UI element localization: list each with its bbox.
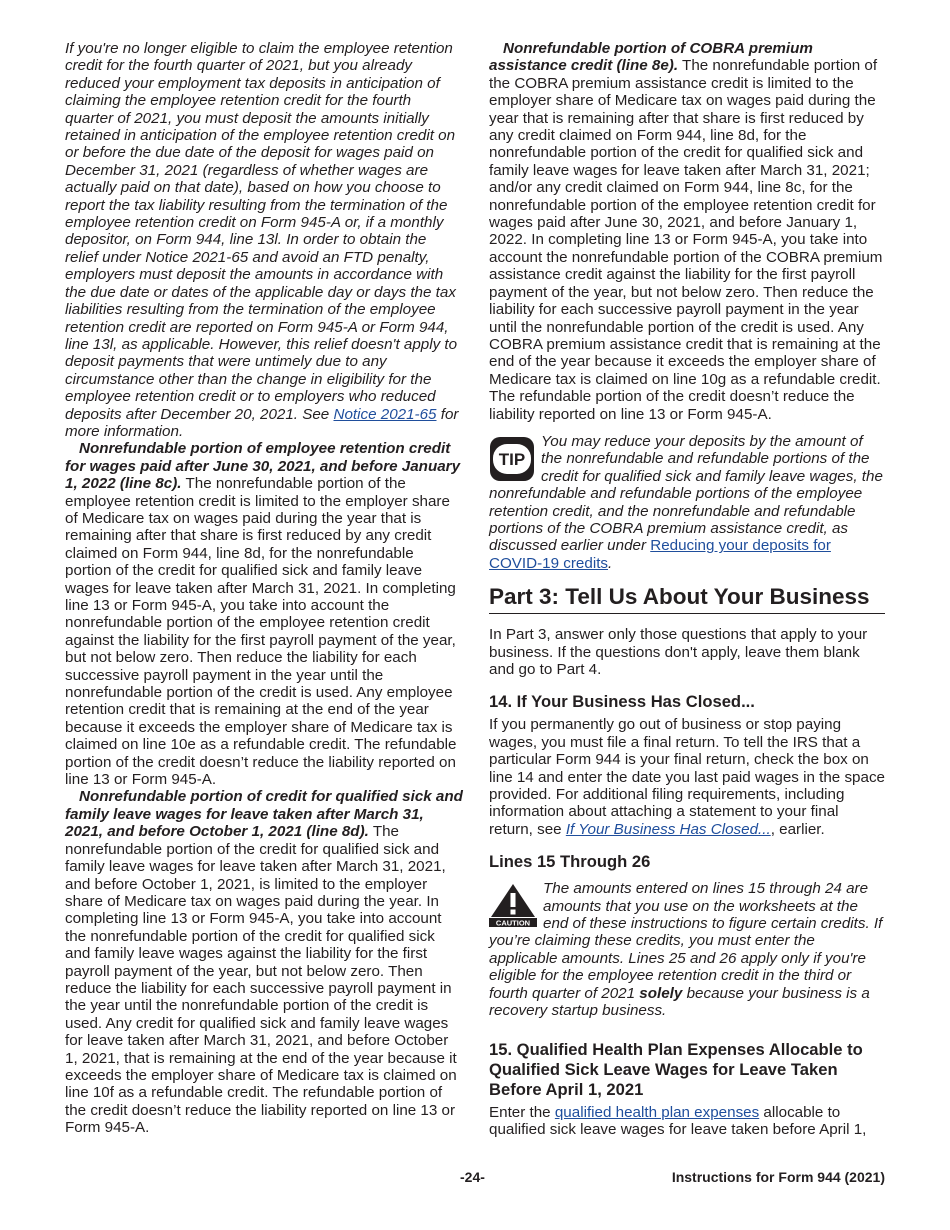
right-column (489, 40, 885, 1138)
left-column (65, 40, 463, 1137)
line-14-heading: 14. If Your Business Has Closed... (489, 692, 755, 712)
line-8c-heading: Nonrefundable portion of employee retention credit for wages paid after June 30, 2021, and before January 1, 2022 (line 8c). (65, 440, 461, 493)
line-14-paragraph: If you permanently go out of business or stop paying wages, you must file a final return. To tell the IRS that a particular Form 944 is your final return, check the box on line 14 and enter the date you last paid wages in the space provided. For additional filing requirements, including information about attaching a statement to your final return, see If Your Business Has Closed..., earlier. (489, 716, 885, 838)
business-closed-link[interactable]: If Your Business Has Closed... (565, 820, 771, 838)
tip-label: TIP (498, 449, 526, 469)
eligibility-paragraph: If you're no longer eligible to claim the employee retention credit for the fourth quarter of 2021, but you already reduced your employment tax deposits in anticipation of claiming the employee retention credit for the fourth quarter of 2021, you must deposit the amounts initially retained in anticipation of the employee retention credit on or before the due date of the deposit for wages paid on December 31, 2021 (regardless of whether wages are actually paid on that date), based on how you choose to report the tax liability resulting from the termination of the employee retention credit on Form 945-A or, if a monthly depositor, on Form 944, line 13l. In order to obtain the relief under Notice 2021-65 and avoid an FTD penalty, employers must deposit the amounts in accordance with the due date or dates of the applicable day or days the tax liabilities resulting from the termination of the employee retention credit are reported on Form 945-A or Form 944, line 13l, as applicable. However, this relief doesn't apply to deposit payments that were untimely due to any circumstance other than the change in eligibility for the employee retention credit or to employers who reduced deposits after December 20, 2021. See Notice 2021-65 for more information. (65, 40, 459, 440)
line-8c-paragraph: Nonrefundable portion of employee retention credit for wages paid after June 30, 2021, and before January 1, 2022 (line 8c). The nonrefundable portion of the employee retention credit is limited to the employer share of Medicare tax on wages paid during the year that is remaining after that share is first reduced by any credit claimed on Form 944, line 8d, for the nonrefundable portion of the credit for qualified sick and family leave wages for leave taken after March 31, 2021. In completing line 13 or Form 945-A, you take into account the nonrefundable portion of the employee retention credit against the liability for the first payroll payment of the year, but not below zero. Then reduce the liability for each successive payroll payment in the year until the nonrefundable portion of the credit is used. Any employee retention credit that is remaining at the end of the year because it exceeds the employer share of Medicare tax is claimed on line 10e as a refundable credit. The refundable portion of the credit doesn’t reduce the liability reported on line 13 or Form 945-A. (65, 440, 461, 789)
line-15-paragraph: Enter the qualified health plan expenses allocable to qualified sick leave wages for leave taken before April 1, (489, 1103, 867, 1138)
form-title: Instructions for Form 944 (2021) (671, 1169, 885, 1185)
qualified-health-plan-expenses-link[interactable]: qualified health plan expenses (554, 1103, 760, 1121)
notice-2021-65-link[interactable]: Notice 2021-65 (333, 405, 437, 423)
caution-note: CAUTION The amounts entered on lines 15 through 24 are amounts that you use on the worksheets at the end of these instructions to figure certain credits. If you’re claiming these credits, you must enter the applicable amounts. Lines 25 and 26 apply only if you're eligible for the employee retention credit in the third or fourth quarter of 2021 solely because your business is a recovery startup business. (489, 880, 883, 1020)
line-8d-heading: Nonrefundable portion of credit for qualified sick and family leave wages for leave taken after March 31, 2021, and before October 1, 2021 (line 8d). (65, 788, 463, 841)
part-3-title: Part 3: Tell Us About Your Business (489, 584, 885, 614)
line-8e-paragraph: Nonrefundable portion of COBRA premium assistance credit (line 8e). The nonrefundable portion of the COBRA premium assistance credit is limited to the employer share of Medicare tax on wages paid during the year that is remaining after that share is first reduced by any credit claimed on Form 944, line 8d, for the nonrefundable portion of the credit for qualified sick and family leave wages for leave taken after March 31, 2021; and/or any credit claimed on Form 944, line 8c, for the nonrefundable portion of the employee retention credit for wages paid after June 30, 2021, and before January 1, 2022. In completing line 13 or Form 945-A, you take into account the nonrefundable portion of the COBRA premium assistance credit against the liability for the first payroll payment of the year, but not below zero. Then reduce the liability for each successive payroll payment in the year until the nonrefundable portion of the credit is used. Any COBRA premium assistance credit that is remaining at the end of the year because it exceeds the employer share of Medicare tax is claimed on line 10g as a refundable credit. The refundable portion of the credit doesn’t reduce the liability reported on line 13 or Form 945-A. (489, 40, 883, 423)
caution-label: CAUTION (495, 918, 531, 928)
caution-icon (489, 883, 537, 927)
line-15-heading: 15. Qualified Health Plan Expenses Allocable to Qualified Sick Leave Wages for Leave Taken Before April 1, 2021 (489, 1039, 863, 1099)
line-8e-heading: Nonrefundable portion of COBRA premium assistance credit (line 8e). (489, 40, 813, 75)
tip-icon (489, 436, 535, 482)
reducing-deposits-link[interactable]: Reducing your deposits for COVID-19 credits (489, 537, 831, 572)
lines-15-26-heading: Lines 15 Through 26 (489, 852, 651, 872)
page-number: -24- (460, 1169, 485, 1185)
part-3-intro: In Part 3, answer only those questions that apply to your business. If the questions don't apply, leave them blank and go to Part 4. (489, 626, 868, 678)
tip-note: TIP You may reduce your deposits by the amount of the nonrefundable and refundable portions of the credit for qualified sick and family leave wages, the nonrefundable and refundable portions of the employee retention credit, and the nonrefundable and refundable portions of the COBRA premium assistance credit, as discussed earlier under Reducing your deposits for COVID-19 credits. (489, 432, 883, 572)
line-8d-paragraph: Nonrefundable portion of credit for qualified sick and family leave wages for leave taken after March 31, 2021, and before October 1, 2021 (line 8d). The nonrefundable portion of the credit for qualified sick and family leave wages for leave taken after March 31, 2021, and before October 1, 2021, is limited to the employer share of Medicare tax on wages paid during the year. In completing line 13 or Form 945-A, you take into account the nonrefundable portion of the credit for qualified sick and family leave wages against the liability for the first payroll payment of the year, but not below zero. Then reduce the liability for each successive payroll payment in the year until the nonrefundable portion of the credit is used. Any credit for qualified sick and family leave wages for leave taken after March 31, 2021, and before October 1, 2021, that is remaining at the end of the year because it exceeds the employer share of Medicare tax is claimed on line 10f as a refundable credit. The refundable portion of the credit doesn’t reduce the liability reported on line 13 or Form 945-A. (65, 788, 463, 1137)
